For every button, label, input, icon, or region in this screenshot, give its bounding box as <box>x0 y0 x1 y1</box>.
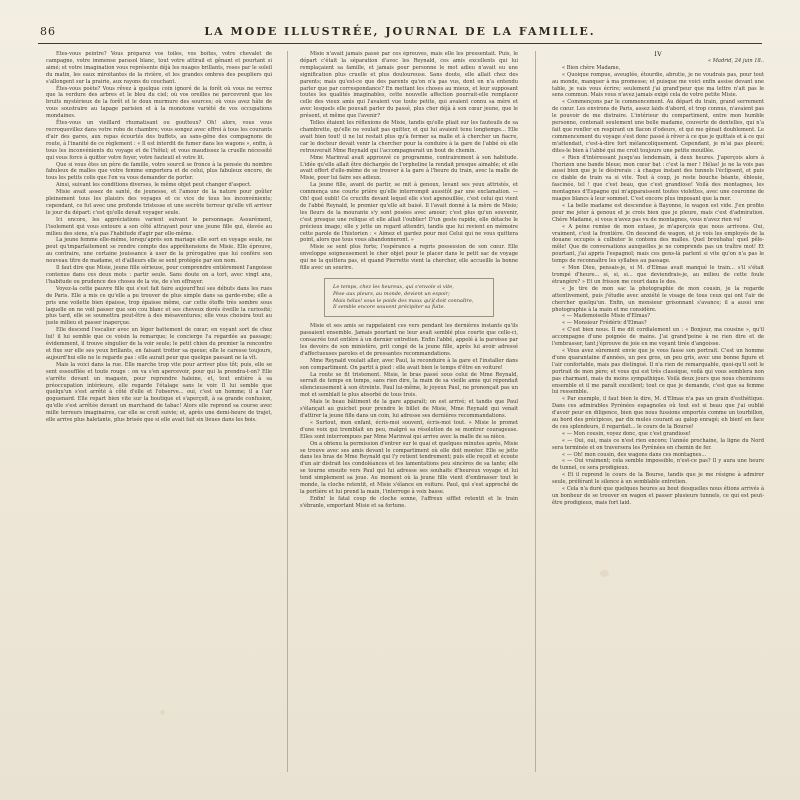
journal-title: LA MODE ILLUSTRÉE, JOURNAL DE LA FAMILLE. <box>204 25 596 38</box>
running-header <box>118 27 682 44</box>
paragraph: La jeune fille, avant de partir, se mit à genoux, levant ses yeux attristés, et commença une courte prière qu'elle interrompit aussitôt par une exclamation. — Oh! quel oubli! Ce crucifix devant lequel elle s'est agenouillée, c'est celui qui vient de l'abbé Reynald, le premier qu'elle ait baisé. Il l'avait donné à la mère de Misie; les fleurs de la mourante s'y sont posées avec amour; c'est plus qu'un souvenir, c'est presque une relique et elle allait l'oublier! D'un geste rapide, elle détache le précieux image; elle y jette un regard attendri, tandis que lui revient en mémoire cette parole de l'historien : « Aimez et gardez pour moi Celui qui ne vous quittera point, alors que tous vous abandonneront. » <box>300 182 518 244</box>
paragraph: La jeune femme elle-même, lorsqu'après son mariage elle sort en voyage seule, ne peut qu'imparfaitement se rendre compte des appréhensions de Misie. Elle éprouve, au contraire, une certaine jouissance à user de la prérogative que lui confère son nouveau titre de madame, et d'ailleurs elle se sent protégée par son nom. <box>46 237 272 265</box>
paragraph: Mais le beau bâtiment de la gare apparaît; on est arrivé; et tandis que Paul s'élançait au guichet pour prendre le billet de Misie, Mme Reynald qui venait d'attirer la jeune fille dans un coin, lui adresse ses dernières recommandations. <box>300 399 518 419</box>
verse-line: Mais hélas! sous le poids des maux qu'il doit connaître, <box>333 297 474 304</box>
paragraph: Mme Marinval avait approuvé ce programme, contrairement à son habitude. L'idée qu'elle allait être déchargée de l'orpheline la rendait presque aimable; et elle avait offert d'elle-même de se trouver à la gare à l'heure du train, avec la malle de Misie, pour lui faire ses adieux. <box>300 154 518 182</box>
paragraph: Êtes-vous un vieillard rhumatisant ou goutteux? Oh! alors, vous vous recroquevillez dans votre robe de chambre; vous songez avec effroi à tous les courants d'air des gares, aux repas écourtés des buffets, au sans-gêne des compagnons de route, à l'inanité de ce règlement : « Il est interdit de fumer dans les wagons », enfin, à tous les inconvénients du voyage et de l'hôtel; et vous maudissez la cruelle nécessité qui vous force à quitter votre foyer, votre fauteuil et votre lit. <box>46 120 272 161</box>
paragraph: Misie se sent plus forte; l'espérance a repris possession de son cœur. Elle enveloppe soigneusement le cher objet pour le placer dans le petit sac de voyage qui ne la quittera pas, et quand Pierrette vient la chercher, elle accueille la bonne fille avec un sourire. <box>300 244 518 272</box>
paragraph: « Mon Dieu, pensais-je, si M. d'Elmas avait manqué le train... s'il s'était trompé d'heure... si, si, si... que deviendrais-je, au milieu de cette foule étrangère? » Et un frisson me court dans le dos. <box>552 265 764 285</box>
column-rule <box>287 51 288 772</box>
column-3 <box>552 51 764 772</box>
page-number: 86 <box>40 25 56 38</box>
paragraph: « A peine remise de mon extase, je m'aperçois que nous arrivons. Oui, vraiment, c'est la frontière. On descend de wagon, et je vois les employés de la douane occupés à culbuter le contenu des malles. Quel brouhaha! quel pêle-mêle! Que de conversations auxquelles je ne comprends pas un traître mot! Et pourtant, j'ai appris l'espagnol; mais ces gens-là parlent si vite qu'on n'a pas le temps de reconnaître les syllabes au passage. <box>552 223 764 265</box>
chapter-heading: IV <box>654 51 662 58</box>
paragraph: Misie et ses amis se rappelaient ces vers pendant les dernières instants qu'ils passaient ensemble. Jamais pourtant ne leur avait semblé plus courte que celle-ci, consacrée tout entière à un dernier entretien. Enfin l'abbé, appelé à la paroisse par les devoirs de son ministère, prit congé de la jeune fille, après lui avoir adressé d'affectueuses paroles et de pressantes recommandations. <box>300 323 518 357</box>
paragraph: « Par exemple, il faut bien le dire, M. d'Elmas n'a pas un grain d'esthétique. Dans ces admirables Pyrénées espagnoles où tout est si beau que j'ai oublié d'avoir peur en diligence, bien que nous fussions emportés comme un tourbillon, au bord des précipices, par dix mules courant au galop enragé; eh bien! en face de ces splendeurs, il regardait... le cours de la Bourse! <box>552 396 764 430</box>
paragraph: « — Oui vraiment; cela semble impossible, n'est-ce pas? Il y aura une heure de tunnel, ce sera prodigieux. <box>552 458 764 472</box>
paragraph: « — Mon cousin, voyez donc, que c'est grandiose! <box>562 430 691 437</box>
paragraph: « Bien chère Madame, <box>562 64 621 71</box>
paragraph: On a obtenu la permission d'entrer sur le quai et quelques minutes après, Misie se trouve avec ses amis devant le compartiment où elle doit monter. Elle se jette dans les bras de Mme Reynald qui l'y retient tendrement; puis elle reçoit et écoute d'un air distrait les condoléances et les lamentations peu sincères de sa tante; elle se tourne ensuite vers Paul qui lui adresse ses souhaits d'heureux voyage et lui tend simplement sa joue. Au moment où la jeune fille vient d'embrasser tout le monde, la cloche retentit, et Misie s'élance en voiture. Paul, qui s'est approché de la portière et lui prend la main, l'interroge à voix basse. <box>300 440 518 495</box>
paragraph: Il faut dire que Misie, jeune fille sérieuse, pour comprendre entièrement l'angoisse contenue dans ces deux mots : partir seule. Sans doute on a tort, avec vingt ans, l'habitude ou prudence des choses de la vie, de s'en effrayer. <box>46 265 272 285</box>
paragraph: Mais la voici dans la rue. Elle marche trop vite pour arriver plus tôt; puis, elle se sent essoufflée et toute rouge : on va s'en apercevoir, pour qui la prendra-t-on? Elle s'arrête devant un magasin, pour reprendre haleine, et, tout entière à sa préoccupation intérieure, elle regarde l'étalage sans le voir. Il lui semble que quelqu'un s'est arrêté à côté d'elle et l'observe... oui, c'est un homme; il a l'air goguenard. Elle repart bien vite sur la boutique et s'aperçoit, à sa grande confusion, qu'elle s'est arrêtée devant un marchand de tabac! Alors elle reprend sa course avec mille terreurs imaginaires, car elle se croit suivie; et, après une demi-heure de trajet, elle arrive plus haletante, plus brisée que si elle avait fait six lieues dans les bois. <box>46 361 272 424</box>
paragraph: La route se fit tristement. Misie, le bras passé sous celui de Mme Reynald, serrait de temps en temps, sans rien dire, la main de sa vieille amie qui répondait silencieusement à son étreinte. Paul lui-même, le joyeux Paul, ne prononçait pas un mot et semblait le plus absorbé de tous trois. <box>300 371 518 399</box>
header-rule <box>38 43 762 44</box>
letter-dateline: « Madrid, 24 juin 18.. <box>707 57 764 64</box>
paragraph: Misie n'avait jamais passé par ces épreuves, mais elle les pressentait. Puis, le départ c'était la séparation d'avec les Reynald, ces amis excellents qui lui remplaçaient sa famille, et jamais pour personne le mot adieu n'avait eu une signification plus cruelle et plus douloureuse. Sans doute, elle allait chez des parents; mais qu'est-ce que des parents qu'on n'a pas vus, dont on n'a entendu parler que par correspondance? En mettant les choses au mieux, et leur supposant toutes les qualités imaginables, cette nouvelle affection pourrait-elle remplacer celle des vieux amis qui l'avaient vue toute petite, qui avaient connu sa mère et avec lesquels elle pouvait parler du passé, plus cher déjà à son cœur jeune, que le présent, et même que l'avenir? <box>300 51 518 120</box>
paragraph: « La belle madame est descendue à Bayonne, le wagon est vide. J'en profite pour me jeter à genoux et je crois bien que je pleure, mais c'est d'admiration. Chère Madame, si vous n'avez pas vu de montagnes, vous n'avez rien vu! <box>552 202 764 223</box>
paragraph: « Surtout, mon enfant, écris-moi souvent, écris-moi tout. » Misie le promet d'une voix qui tremblait un peu, malgré sa résolution de se montrer courageuse. Elles sont interrompues par Mme Marinval qui arrive avec la malle de sa nièce. <box>300 419 518 440</box>
paragraph: Êtes-vous peintre? Vous préparez vos toiles, vos boîtes, votre chevalet de campagne, votre immense parasol blanc, tout votre attirail et gênant et pourtant si aimé; et votre imagination vous représente déjà les nuages brillants, roses par le soleil du matin, les eaux miroitantes de la rivière, et les grandes ombres des peupliers qui s'allongent sur la prairie, aux rayons du couchant. <box>46 51 272 85</box>
paragraph: « — Mademoiselle Misie d'Elmas? <box>562 313 650 320</box>
paragraph: « Cela n'a duré que quelques heures au bout desquelles nous étions arrivés à un bonheur de se trouver en wagon et passer plusieurs tunnels, ce qui est peut-être prodigieux, mais fort laid. <box>552 486 764 506</box>
verse-line: Il semble encore souvent précipiter sa fuite. <box>333 304 446 311</box>
paragraph: Voyez-la cette pauvre fille qui s'est fait faire aujourd'hui ses débuts dans les rues de Paris. Elle a mis ce qu'elle a pu trouver de plus simple dans sa garde-robe; elle a pris une voilette bien épaisse, trop épaisse même, car cette étoffe très sombre sous laquelle on ne voit passer que son cou blanc et ses cheveux dorés éveille la curiosité; plus tard, elle se soumettra peut-être à des mésaventures; elle vous choisira tout au juste milieu et passer inaperçue. <box>46 285 272 327</box>
paragraph: « Vous avez sûrement envie que je vous fasse son portrait. C'est un homme d'une quarantaine d'années, un peu gros, un peu gris, avec une bonne figure et l'air confortable, mais pas distingué. Il n'a rien de remarquable, quoi-qu'il soit le portrait de mon père; et vous qui est très classique, voilà qui vous semblera non pas charmant, mais du moins sympathique. Voilà deux jours que nous cheminons ensemble et il me paraît excellent; tout ce que je demande, c'est que sa femme lui ressemble. <box>552 347 764 396</box>
verse-quote <box>324 278 494 317</box>
paragraph: « — Monsieur Frédéric d'Elmas? <box>562 320 647 327</box>
paragraph: Misie avait assez de santé, de jeunesse, et l'amour de la nature pour goûter pleinement tous les plaisirs des voyages et ce vice de tous les inconvénients; cependant, ce fut avec une profonde tristesse et une secrète terreur qu'elle vit arriver le jour du départ: c'est qu'elle devait voyager seule. <box>46 189 272 216</box>
paragraph: « — Oui, oui, mais ce n'est rien encore; l'année prochaine, la ligne du Nord sera terminée et on traversera les Pyrénées en chemin de fer. <box>552 437 764 451</box>
paragraph: Elle descend l'escalier avec un léger battement de cœur; en voyant sort de chez lui! il lui semble que ce voisin la remarque; le concierge l'a regardée au passage; évidemment, il trouve singulier de la voir seule; le petit chien du premier la rencontre et fixe sur elle ses yeux brillants, en faisant trotter sa queue; elle le caresse toujours, aujourd'hui elle ne le regarde pas : elle aurait peur que quelque passant ne la vît. <box>46 327 272 361</box>
paragraph: « Quoique rompue, aveuglée, étourdie, abrutie, je ne voudrais pas, pour tout au monde, manquer à ma promesse; et puisque me voici enfin assise devant une table, je vais vous écrire; seulement j'ai grand'peur que ma lettre n'ait pas le sens commun. Mais vous n'avez jamais exigé cela de votre petite Misie. <box>552 71 764 99</box>
paragraph: Ici encore, les appréciations varient suivant le personnage. Assurément, l'isolement qui vous entoure a son côté attrayant pour une jeune fille qui, élevée au milieu des siens, n'a pas l'habitude d'agir par elle-même. <box>46 216 272 237</box>
paragraph: Enfin! le fatal coup de cloche sonne, l'affreux sifflet retentit et le train s'ébranle, emportant Misie et sa fortune. <box>300 495 518 509</box>
paragraph: Telles étaient les réflexions de Misie, tandis qu'elle pliait sur les fauteuils de sa chambrette, qu'elle ne voulait pas quitter, et qui lui avaient tenu longtemps... Elle avait bien tout! il ne lui restait plus qu'à fermer sa malle et à chercher un fiacre, car le docteur devait venir la chercher pour la conduire à la gare de l'abbé où elle retrouverait Mme Reynald qui l'accompagnerait un bout de chemin. <box>300 120 518 154</box>
column-2 <box>300 51 518 772</box>
paragraph: « Et il reprend le cours de la Bourse, tandis que je me résigne à admirer seule, préférant le silence à un semblable entretien. <box>552 472 764 486</box>
paragraph: Mme Reynald voulait aller, avec Paul, la reconduire à la gare et l'installer dans son compartiment. On partit à pied : elle avait bien le temps d'être en voiture! <box>300 357 518 371</box>
paragraph: « C'est bien nous. Il me dit cordialement un : « Bonjour, ma cousine », qu'il accompagne d'une poignée de mains. J'ai grand'peine à ne rien dire et de l'embrasser, tant j'éprouve de joie en me voyant tirée d'angoisse. <box>552 327 764 348</box>
paragraph: Ainsi, suivant les conditions diverses, le même objet peut changer d'aspect. <box>56 182 252 189</box>
verse-line: Le temps, chez les heureux, qui s'envole si vite, <box>333 284 454 290</box>
paragraph: « Commençons par le commencement. Au départ du train, grand serrement de cœur. Les environs de Paris, assez laids d'abord, et trop connus, n'avaient pas le pouvoir de me distraire. L'intérieur du compartiment, entre mon humble personne, contenait seulement une belle madame, couverte de dentelles, qui n'a fait que ronfler en respirant un flacon d'odeurs, et qui me gênait doublement. Le commencement du voyage s'est donc passé à rêver à ce que je quittais et à ce qui m'attendait, c'est-à-dire fort mélancoliquement. Cependant, je m'ai pas pleuré; dites-le bien à l'abbé qui me croit toujours une petite mouillée. <box>552 99 764 154</box>
column-rule <box>535 51 536 772</box>
paragraph: « Rien d'intéressant jusqu'au lendemain, à deux heures. J'aperçois alors à l'horizon une bande bleue; mon cœur bat : c'est la mer ! Hélas! je ne la vois pas aussi bien que je le désirerais : à chaque instant des tunnels l'éclipsent, et puis ce diable de train va si vite. Tout à coup, je reste bouche béante, éblouie, fascinée, tel ! que c'est beau, que c'est grandiose! Voilà des montagnes, les montagnes d'Espagne qui m'apparaissent toutes violettes, avec une couronne de nuages blancs à leur sommet. C'est encore plus imposant que la mer. <box>552 154 764 203</box>
verse-line: Pèse aux pleurs, au monde, devient un espoir; <box>333 290 450 297</box>
column-1 <box>46 51 272 772</box>
paragraph: « — Oh! mon cousin, des wagons dans ces montagnes... <box>562 451 707 458</box>
paragraph: Que si vous êtes un père de famille, votre sourcil se fronce à la pensée du nombre fabuleux de malles que votre femme emportera et de celui, plus fabuleux encore, de tous les petits colis que l'on va vous demander de porter. <box>46 161 272 182</box>
paragraph: Êtes-vous poète? Vous rêvez à quelque coin ignoré de la forêt où vous ne verrez que la verdure des arbres et le bleu du ciel; où vos oreilles ne percevront que les bruits mystérieux de la forêt et le doux murmure des sources; où vous avez hâte de vous soustraire au tapage parisien et à la monotone variété de vos occupations mondaines. <box>46 85 272 120</box>
paragraph: « Je tire de mon sac la photographie de mon cousin, je la regarde attentivement, puis j'étudie avec anxiété le visage de tous ceux qui ont l'air de chercher quelqu'un. Enfin, un monsieur grisonnant s'avance; il a aussi une photographie à la main et me considère. <box>552 285 764 313</box>
